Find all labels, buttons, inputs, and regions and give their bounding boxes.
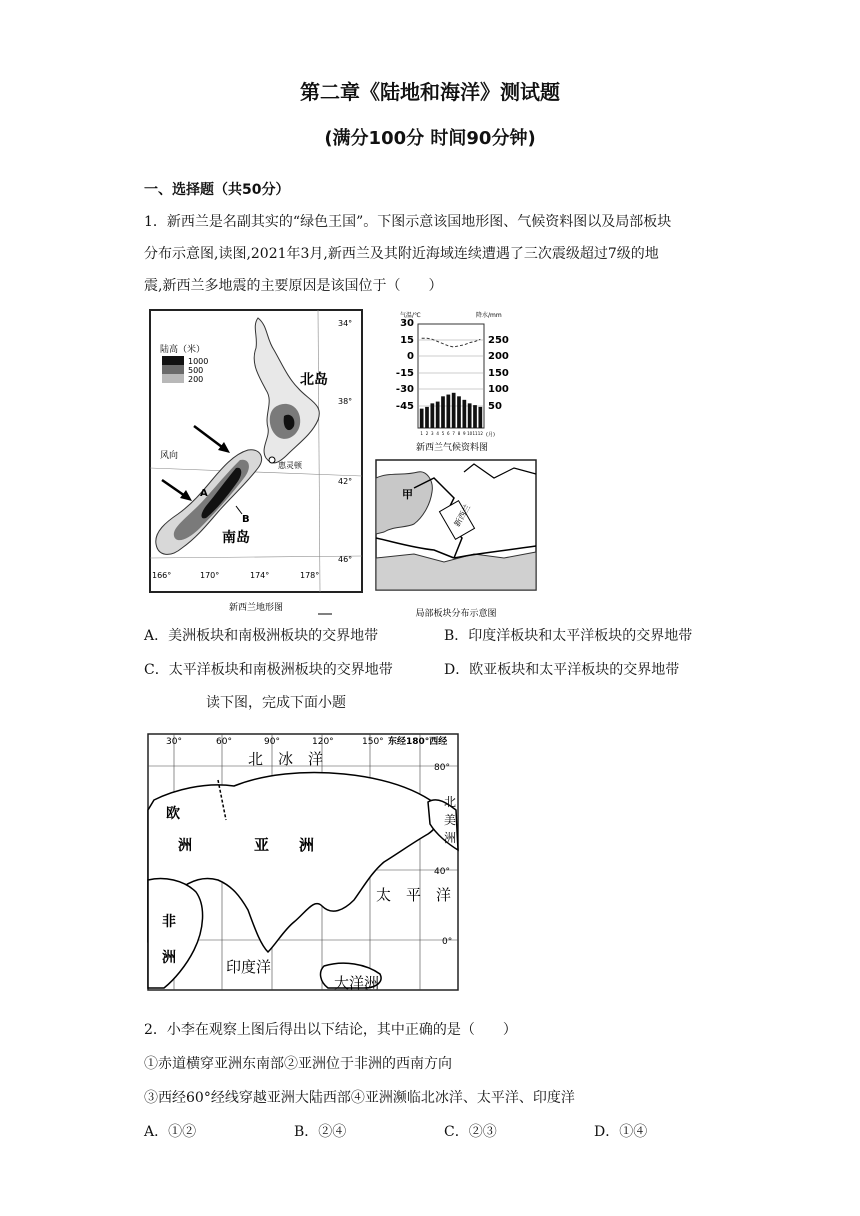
month-label-2: 2: [425, 431, 429, 436]
month-label-1: 1: [420, 431, 423, 436]
precip-bar-9: [462, 400, 466, 428]
label-jia: 甲: [402, 488, 413, 501]
tick-neg45: -45: [395, 401, 414, 412]
indian-ocean-label: 印度洋: [226, 958, 272, 976]
precip-bar-6: [446, 395, 450, 428]
lon-150: 150°: [362, 737, 384, 747]
page-title: 第二章《陆地和海洋》测试题: [300, 80, 560, 104]
month-label-11: 11: [472, 431, 478, 436]
lat-34: 34°: [338, 319, 353, 328]
south-island-label: 南岛: [222, 530, 250, 546]
africa-label-1: 非: [162, 914, 176, 930]
legend-200: 200: [188, 375, 204, 384]
question-1-line-1: 1．新西兰是名副其实的“绿色王国”。下图示意该国地形图、气候资料图以及局部板块: [144, 214, 672, 230]
question-2-statement-2: ③西经60°经线穿越亚洲大陆西部④亚洲濒临北冰洋、太平洋、印度洋: [144, 1090, 575, 1106]
lon-178: 178°: [300, 571, 320, 580]
month-label-4: 4: [436, 431, 439, 436]
namerica-label-3: 洲: [444, 831, 457, 845]
namerica-label-2: 美: [444, 813, 457, 827]
month-label-5: 5: [441, 431, 445, 436]
label-nz: 新西兰: [452, 502, 473, 529]
tick-neg15: -15: [395, 368, 414, 379]
lat-46: 46°: [338, 555, 353, 564]
tick-100: 100: [488, 384, 509, 395]
topo-caption: 新西兰地形图: [228, 603, 284, 613]
month-label-10: 10: [467, 431, 473, 436]
north-island-label: 北岛: [300, 372, 328, 388]
wellington-label: 惠灵顿: [278, 461, 302, 470]
asia-label: 亚 洲: [254, 836, 315, 854]
namerica-label-1: 北: [444, 795, 457, 809]
legend-title: 陆高（米）: [160, 345, 206, 355]
q2-option-d[interactable]: D．①④: [594, 1124, 648, 1140]
precip-bar-4: [436, 402, 440, 428]
point-a: A: [200, 488, 208, 499]
q2-option-a[interactable]: A．①②: [144, 1124, 197, 1140]
lat-0: 0°: [442, 937, 453, 947]
precip-bar-10: [468, 403, 472, 428]
tick-0: 0: [407, 351, 414, 362]
europe-label-1: 欧: [166, 806, 180, 822]
left-ticks: [396, 318, 414, 412]
lat-42: 42°: [338, 477, 353, 486]
tick-15: 15: [400, 335, 414, 346]
question-1-line-3: 震,新西兰多地震的主要原因是该国位于（ ）: [144, 278, 443, 294]
question-2-stem: 2．小李在观察上图后得出以下结论，其中正确的是（ ）: [144, 1022, 517, 1038]
month-label-9: 9: [463, 431, 466, 436]
month-label-7: 7: [452, 431, 455, 436]
precip-bar-8: [457, 396, 461, 428]
lon-174: 174°: [250, 571, 270, 580]
month-unit: (月): [486, 432, 495, 438]
q1-option-b[interactable]: B．印度洋板块和太平洋板块的交界地带: [444, 628, 693, 644]
month-label-3: 3: [431, 431, 434, 436]
lon-90: 90°: [264, 737, 280, 747]
intro-question-2: 读下图，完成下面小题: [206, 695, 346, 711]
plate-distribution-figure: [374, 458, 538, 620]
precip-bar-11: [473, 405, 477, 428]
africa-label-2: 洲: [162, 950, 176, 966]
nz-climate-chart: [390, 308, 520, 454]
question-1-line-2: 分布示意图,读图,2021年3月,新西兰及其附近海域连续遭遇了三次震级超过7级的地: [144, 246, 659, 262]
tick-200: 200: [488, 351, 509, 362]
lat-80: 80°: [434, 763, 450, 773]
q1-option-c[interactable]: C．太平洋板块和南极洲板块的交界地带: [144, 662, 393, 678]
lon-120: 120°: [312, 737, 334, 747]
lon-60: 60°: [216, 737, 232, 747]
section-heading: 一、选择题（共50分）: [144, 182, 290, 198]
month-label-8: 8: [457, 431, 461, 436]
lon-180: 东经180°西经: [388, 737, 448, 747]
q1-option-d[interactable]: D．欧亚板块和太平洋板块的交界地带: [444, 662, 680, 678]
q1-option-a[interactable]: A．美洲板块和南极洲板块的交界地带: [144, 628, 379, 644]
precip-bar-2: [425, 407, 429, 428]
arctic-ocean-label: 北 冰 洋: [248, 750, 324, 768]
temp-unit: 气温/℃: [400, 312, 421, 319]
precip-bar-5: [441, 396, 445, 428]
month-label-6: 6: [447, 431, 450, 436]
month-label-12: 12: [477, 431, 483, 436]
nz-topography-figure: [148, 308, 364, 620]
precip-bar-1: [420, 409, 424, 428]
precip-unit: 降水/mm: [476, 312, 502, 319]
oceania-label: 大洋洲: [334, 974, 380, 992]
europe-label-2: 洲: [178, 838, 192, 854]
precip-bar-12: [478, 407, 482, 428]
lat-40: 40°: [434, 867, 450, 877]
asia-map-figure: [144, 730, 464, 996]
precip-bar-7: [452, 393, 456, 428]
tick-150: 150: [488, 368, 509, 379]
point-b: B: [242, 514, 250, 525]
lon-166: 166°: [152, 571, 172, 580]
climate-caption: 新西兰气候资料图: [415, 443, 489, 453]
page-subtitle: (满分100分 时间90分钟): [324, 128, 536, 149]
pacific-ocean-label: 太 平 洋: [376, 886, 452, 904]
wind-label: 风向: [160, 451, 179, 461]
precip-bar-3: [430, 403, 434, 428]
tick-neg30: -30: [395, 384, 414, 395]
lon-30: 30°: [166, 737, 182, 747]
q2-option-b[interactable]: B．②④: [294, 1124, 347, 1140]
lat-38: 38°: [338, 397, 353, 406]
tick-250: 250: [488, 335, 509, 346]
legend-1000: 1000: [188, 357, 209, 366]
tick-30: 30: [400, 318, 414, 329]
plate-caption: 局部板块分布示意图: [415, 609, 497, 619]
tick-50: 50: [488, 401, 502, 412]
legend-500: 500: [188, 366, 204, 375]
question-2-statement-1: ①赤道横穿亚洲东南部②亚洲位于非洲的西南方向: [144, 1056, 452, 1072]
q2-option-c[interactable]: C．②③: [444, 1124, 497, 1140]
lon-170: 170°: [200, 571, 220, 580]
right-ticks: [488, 335, 509, 412]
